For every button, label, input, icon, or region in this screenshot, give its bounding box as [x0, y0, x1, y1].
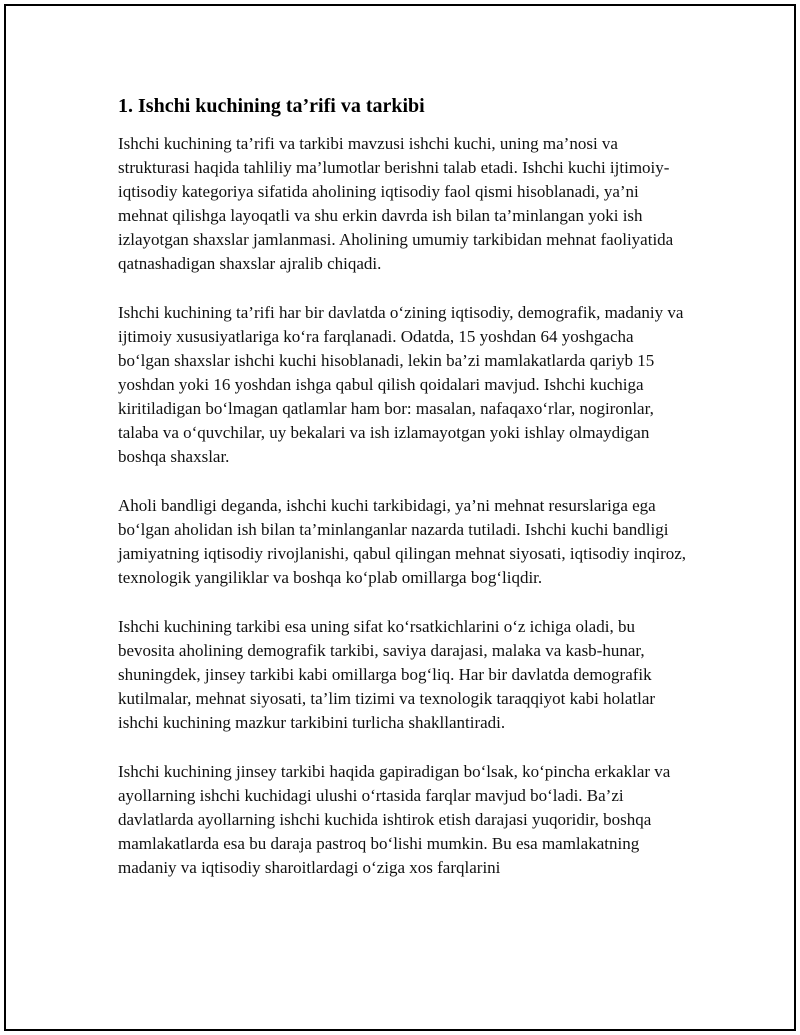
paragraph-5: Ishchi kuchining jinsey tarkibi haqida gapiradigan bo‘lsak, ko‘pincha erkaklar va ayollarning ishchi kuchidagi ulushi o‘rtasida farqlar mavjud bo‘ladi. Ba’zi davlatlarda ayollarning ishchi kuchida ishtirok etish darajasi yuqoridir, boshqa mamlakatlarda esa bu daraja pastroq bo‘lishi mumkin. Bu esa mamlakatning madaniy va iqtisodiy sharoitlardagi o‘ziga xos farqlarini [118, 762, 671, 877]
paragraph-4: Ishchi kuchining tarkibi esa uning sifat ko‘rsatkichlarini o‘z ichiga oladi, bu bevosita aholining demografik tarkibi, saviya darajasi, malaka va kasb-hunar, shuningdek, jinsey tarkibi kabi omillarga bog‘liq. Har bir davlatda demografik kutilmalar, mehnat siyosati, ta’lim tizimi va texnologik taraqqiyot kabi holatlar ishchi kuchining mazkur tarkibini turlicha shakllantiradi. [118, 617, 656, 732]
paragraph-2: Ishchi kuchining ta’rifi har bir davlatda o‘zining iqtisodiy, demografik, madaniy va ijtimoiy xususiyatlariga ko‘ra farqlanadi. Odatda, 15 yoshdan 64 yoshgacha bo‘lgan shaxslar ishchi kuchi hisoblanadi, lekin ba’zi mamlakatlarda qariyb 15 yoshdan yoki 16 yoshdan ishga qabul qilish qoidalari mavjud. Ishchi kuchiga kiritiladigan bo‘lmagan qatlamlar ham bor: masalan, nafaqaxo‘rlar, nogironlar, talaba va o‘quvchilar, uy bekalari va ish izlamayotgan yoki ishlay olmaydigan boshqa shaxslar. [118, 303, 684, 466]
paragraph-3: Aholi bandligi deganda, ishchi kuchi tarkibidagi, ya’ni mehnat resurslariga ega bo‘lgan aholidan ish bilan ta’minlanganlar nazarda tutiladi. Ishchi kuchi bandligi jamiyatning iqtisodiy rivojlanishi, qabul qilingan mehnat siyosati, iqtisodiy inqiroz, texnologik yangiliklar va boshqa ko‘plab omillarga bog‘liqdir. [118, 496, 687, 587]
document-body [118, 92, 688, 880]
paragraph-1: Ishchi kuchining ta’rifi va tarkibi mavzusi ishchi kuchi, uning ma’nosi va strukturasi haqida tahliliy ma’lumotlar berishni talab etadi. Ishchi kuchi ijtimoiy-iqtisodiy kategoriya sifatida aholining iqtisodiy faol qismi hisoblanadi, ya’ni mehnat qilishga layoqatli va shu erkin davrda ish bilan ta’minlangan yoki ish izlayotgan shaxslar jamlanmasi. Aholining umumiy tarkibidan mehnat faoliyatida qatnashadigan shaxslar ajralib chiqadi. [118, 134, 674, 273]
section-heading: 1. Ishchi kuchining ta’rifi va tarkibi [118, 95, 425, 117]
